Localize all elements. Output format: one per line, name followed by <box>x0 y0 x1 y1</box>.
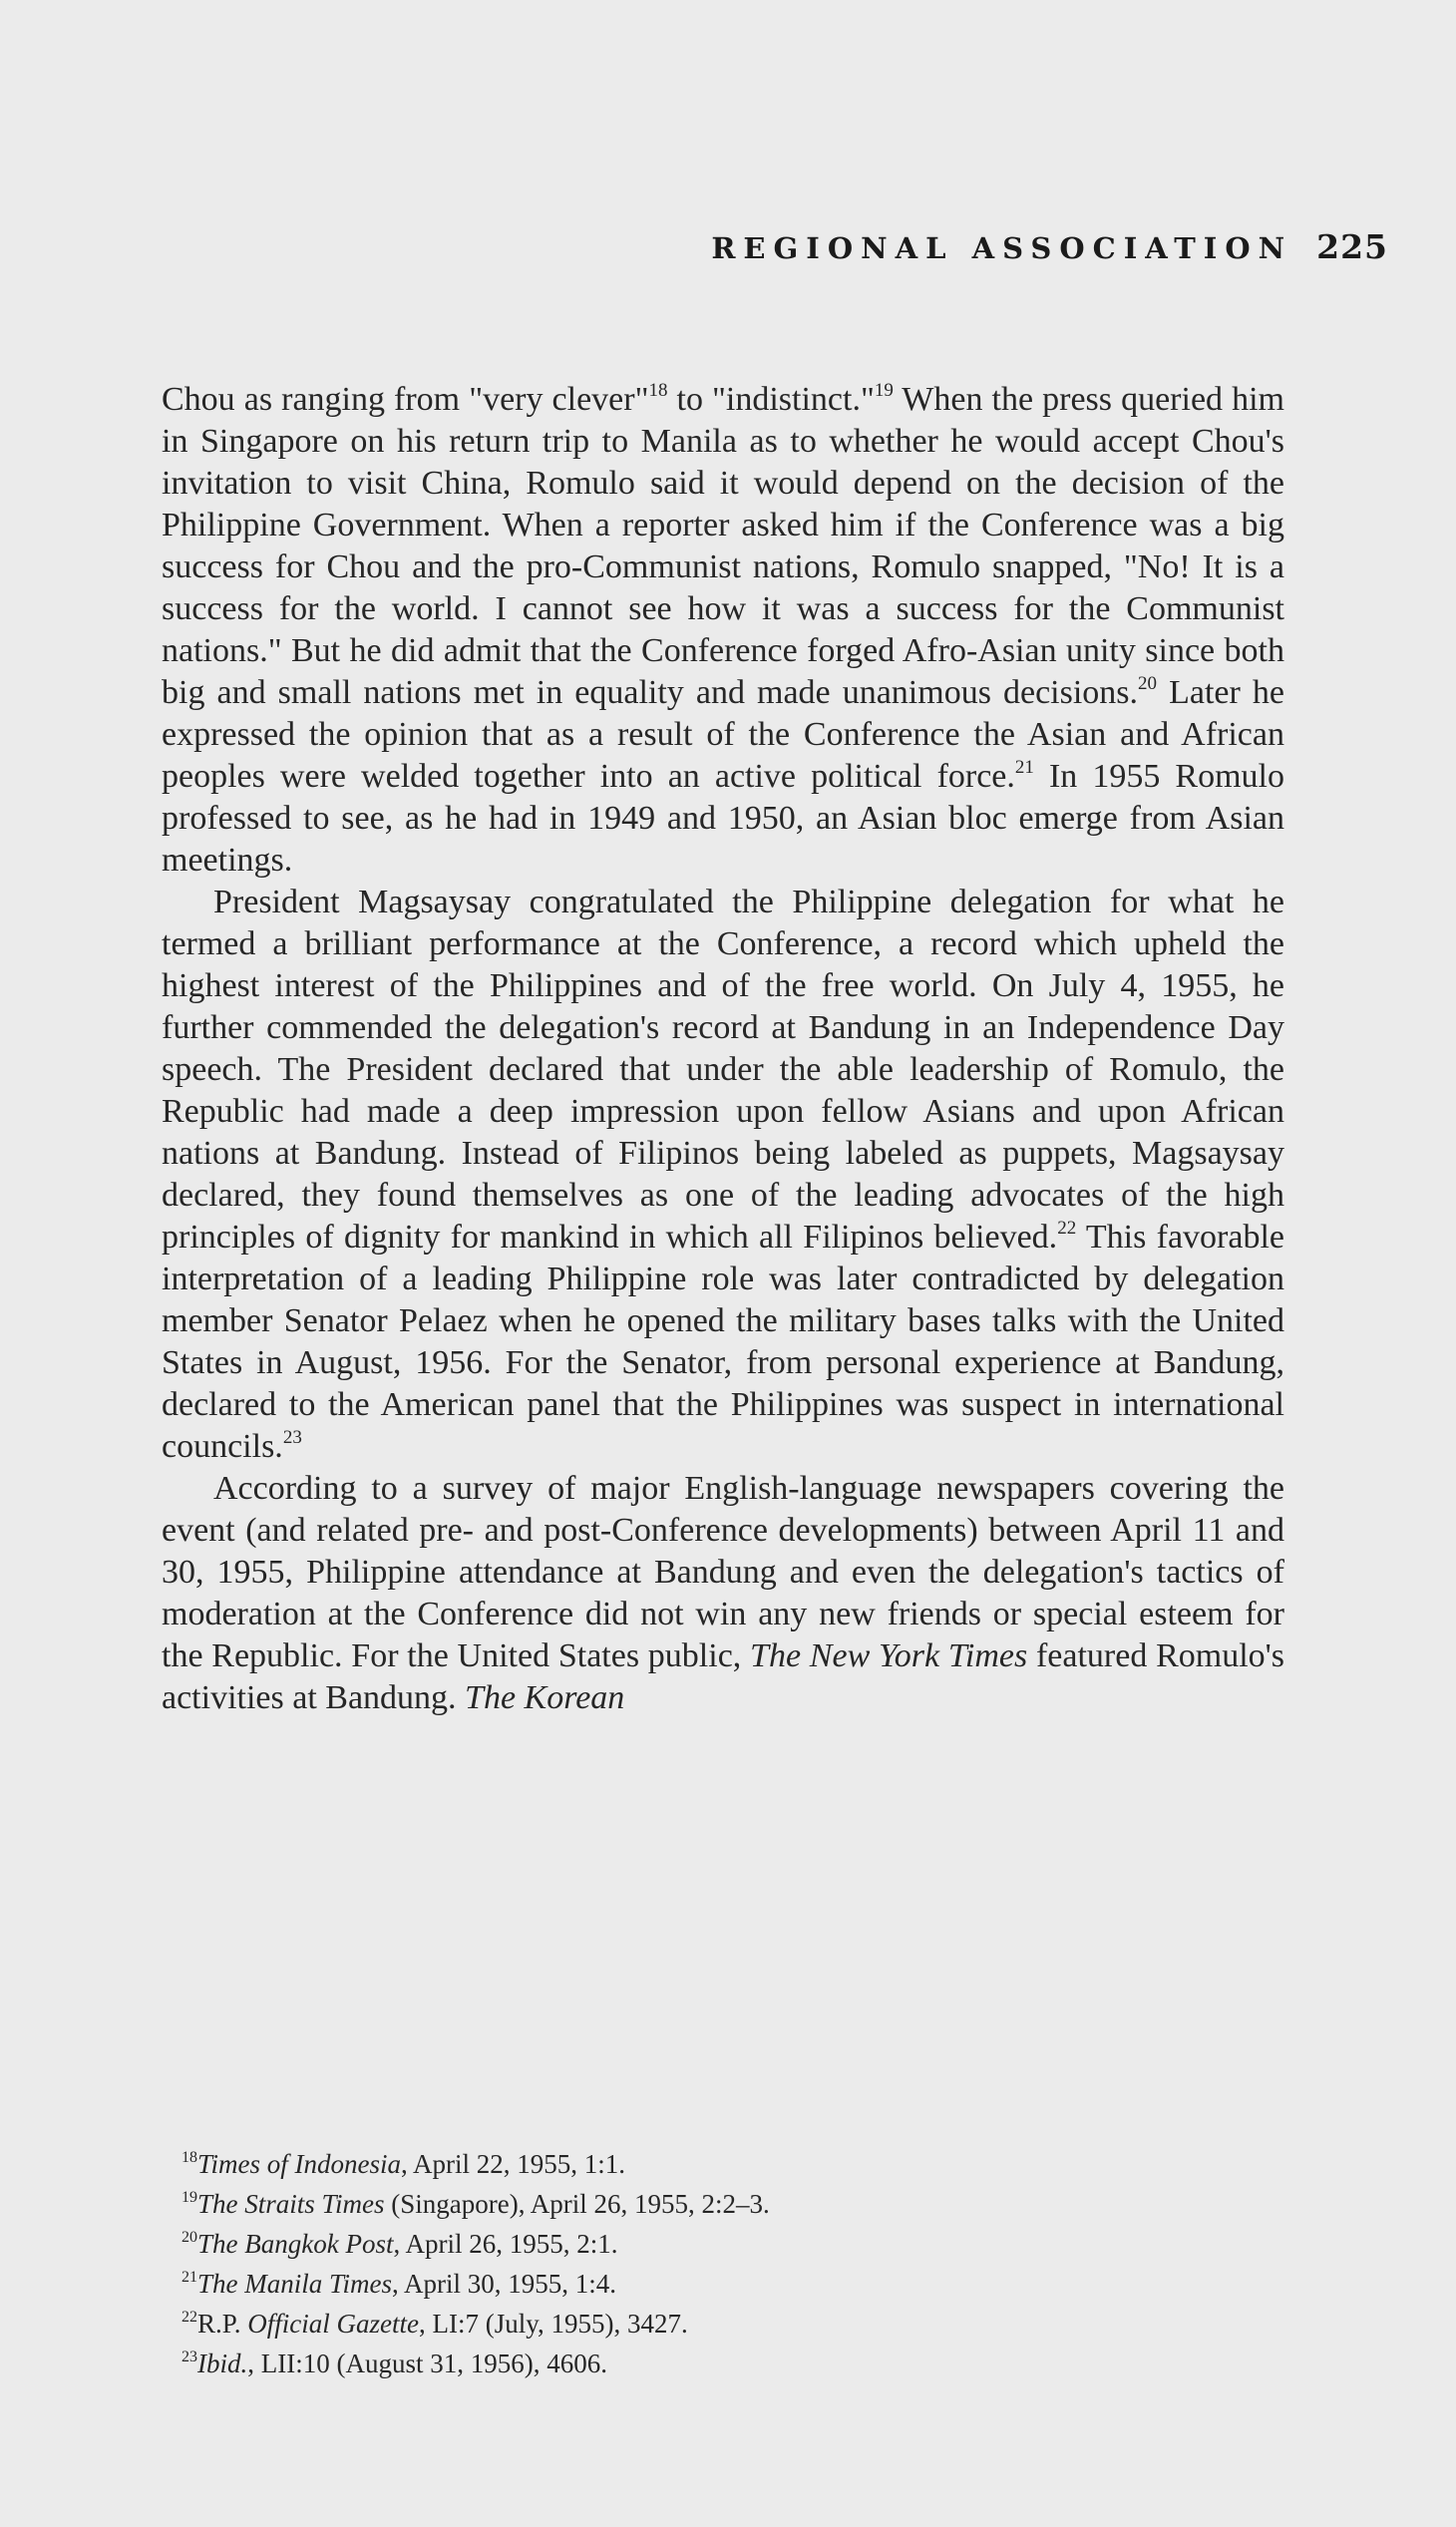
text-run: When the press queried him in Singapore on his return trip to Manila as to whether he would accept Chou's invitation to visit China, Romulo said it would depend on the decision of the Philippine Government. When a reporter asked him if the Conference was a big success for Chou and the pro-Communist nations, Romulo snapped, "No! It is a success for the world. I cannot see how it was a success for the Communist nations." But he did admit that the Conference forged Afro-Asian unity since both big and small nations met in equality and made unanimous decisions. <box>162 381 1284 711</box>
paragraph-2 <box>162 882 1284 1468</box>
footnote-source: Official Gazette <box>247 2309 420 2339</box>
newspaper-title: The Korean <box>465 1679 625 1716</box>
footnote-ref-21: 21 <box>1014 757 1034 778</box>
footnote-number: 20 <box>182 2229 197 2246</box>
footnote-source: The Bangkok Post <box>197 2229 394 2259</box>
footnote-number: 21 <box>182 2269 197 2286</box>
footnote-detail: , LI:7 (July, 1955), 3427. <box>419 2309 688 2339</box>
text-run: According to a survey of major English-language newspapers covering the event (and related pre- and post-Conference developments) between April 11 and 30, 1955, Philippine attendance at Bandung and even the delegation's tactics of moderation at the Conference did not win any new friends or special esteem for the Republic. For the United States public, <box>162 1470 1284 1674</box>
footnote-source: The Straits Times <box>197 2189 385 2219</box>
text-run: This favorable interpretation of a leading Philippine role was later contradicted by delegation member Senator Pelaez when he opened the military bases talks with the United States in August, 1956. For the Senator, from personal experience at Bandung, declared to the American panel that the Philippines was suspect in international councils. <box>162 1219 1284 1465</box>
footnote-ref-22: 22 <box>1057 1218 1077 1239</box>
footnote-21 <box>182 2264 1179 2304</box>
footnote-number: 23 <box>182 2348 197 2365</box>
paragraph-1 <box>162 379 1284 882</box>
footnotes <box>182 2144 1179 2383</box>
running-head-title: REGIONAL ASSOCIATION <box>711 231 1293 265</box>
footnote-22 <box>182 2304 1179 2344</box>
footnote-ref-19: 19 <box>874 380 894 401</box>
footnote-detail: , April 30, 1955, 1:4. <box>392 2269 617 2299</box>
footnote-number: 19 <box>182 2189 197 2206</box>
newspaper-title: The New York Times <box>750 1637 1028 1674</box>
footnote-number: 22 <box>182 2309 197 2326</box>
text-run: In 1955 Romulo professed to see, as he had in 1949 and 1950, an Asian bloc emerge from Asian meetings. <box>162 758 1284 879</box>
footnote-source: Times of Indonesia <box>197 2149 402 2179</box>
footnote-19 <box>182 2184 1179 2224</box>
text-run: featured Romulo's activities at Bandung. <box>162 1637 1285 1716</box>
footnote-ref-23: 23 <box>282 1427 302 1448</box>
footnote-ref-18: 18 <box>648 380 668 401</box>
footnote-detail: , LII:10 (August 31, 1956), 4606. <box>247 2348 607 2378</box>
footnote-detail: (Singapore), April 26, 1955, 2:2–3. <box>384 2189 770 2219</box>
footnote-detail: , April 22, 1955, 1:1. <box>401 2149 626 2179</box>
footnote-20 <box>182 2224 1179 2264</box>
footnote-number: 18 <box>182 2149 197 2166</box>
page-number: 225 <box>1316 227 1388 266</box>
footnote-ref-20: 20 <box>1138 673 1158 694</box>
text-run: Later he expressed the opinion that as a result of the Conference the Asian and African peoples were welded together into an active political force. <box>162 674 1284 795</box>
footnote-prefix: R.P. <box>197 2309 248 2339</box>
footnote-source: Ibid. <box>197 2348 248 2378</box>
running-head <box>0 227 1388 266</box>
footnote-18 <box>182 2144 1179 2184</box>
footnote-detail: , April 26, 1955, 2:1. <box>393 2229 618 2259</box>
footnote-source: The Manila Times <box>197 2269 393 2299</box>
text-run: Chou as ranging from "very clever" <box>162 381 649 418</box>
footnote-23 <box>182 2344 1179 2383</box>
paragraph-3 <box>162 1468 1284 1719</box>
text-run: to "indistinct." <box>667 381 875 418</box>
text-run: President Magsaysay congratulated the Philippine delegation for what he termed a brilliant performance at the Conference, a record which upheld the highest interest of the Philippines and of the free world. On July 4, 1955, he further commended the delegation's record at Bandung in an Independence Day speech. The President declared that under the able leadership of Romulo, the Republic had made a deep impression upon fellow Asians and upon African nations at Bandung. Instead of Filipinos being labeled as puppets, Magsaysay declared, they found themselves as one of the leading advocates of the high principles of dignity for mankind in which all Filipinos believed. <box>162 884 1284 1256</box>
body-text <box>162 379 1284 1719</box>
